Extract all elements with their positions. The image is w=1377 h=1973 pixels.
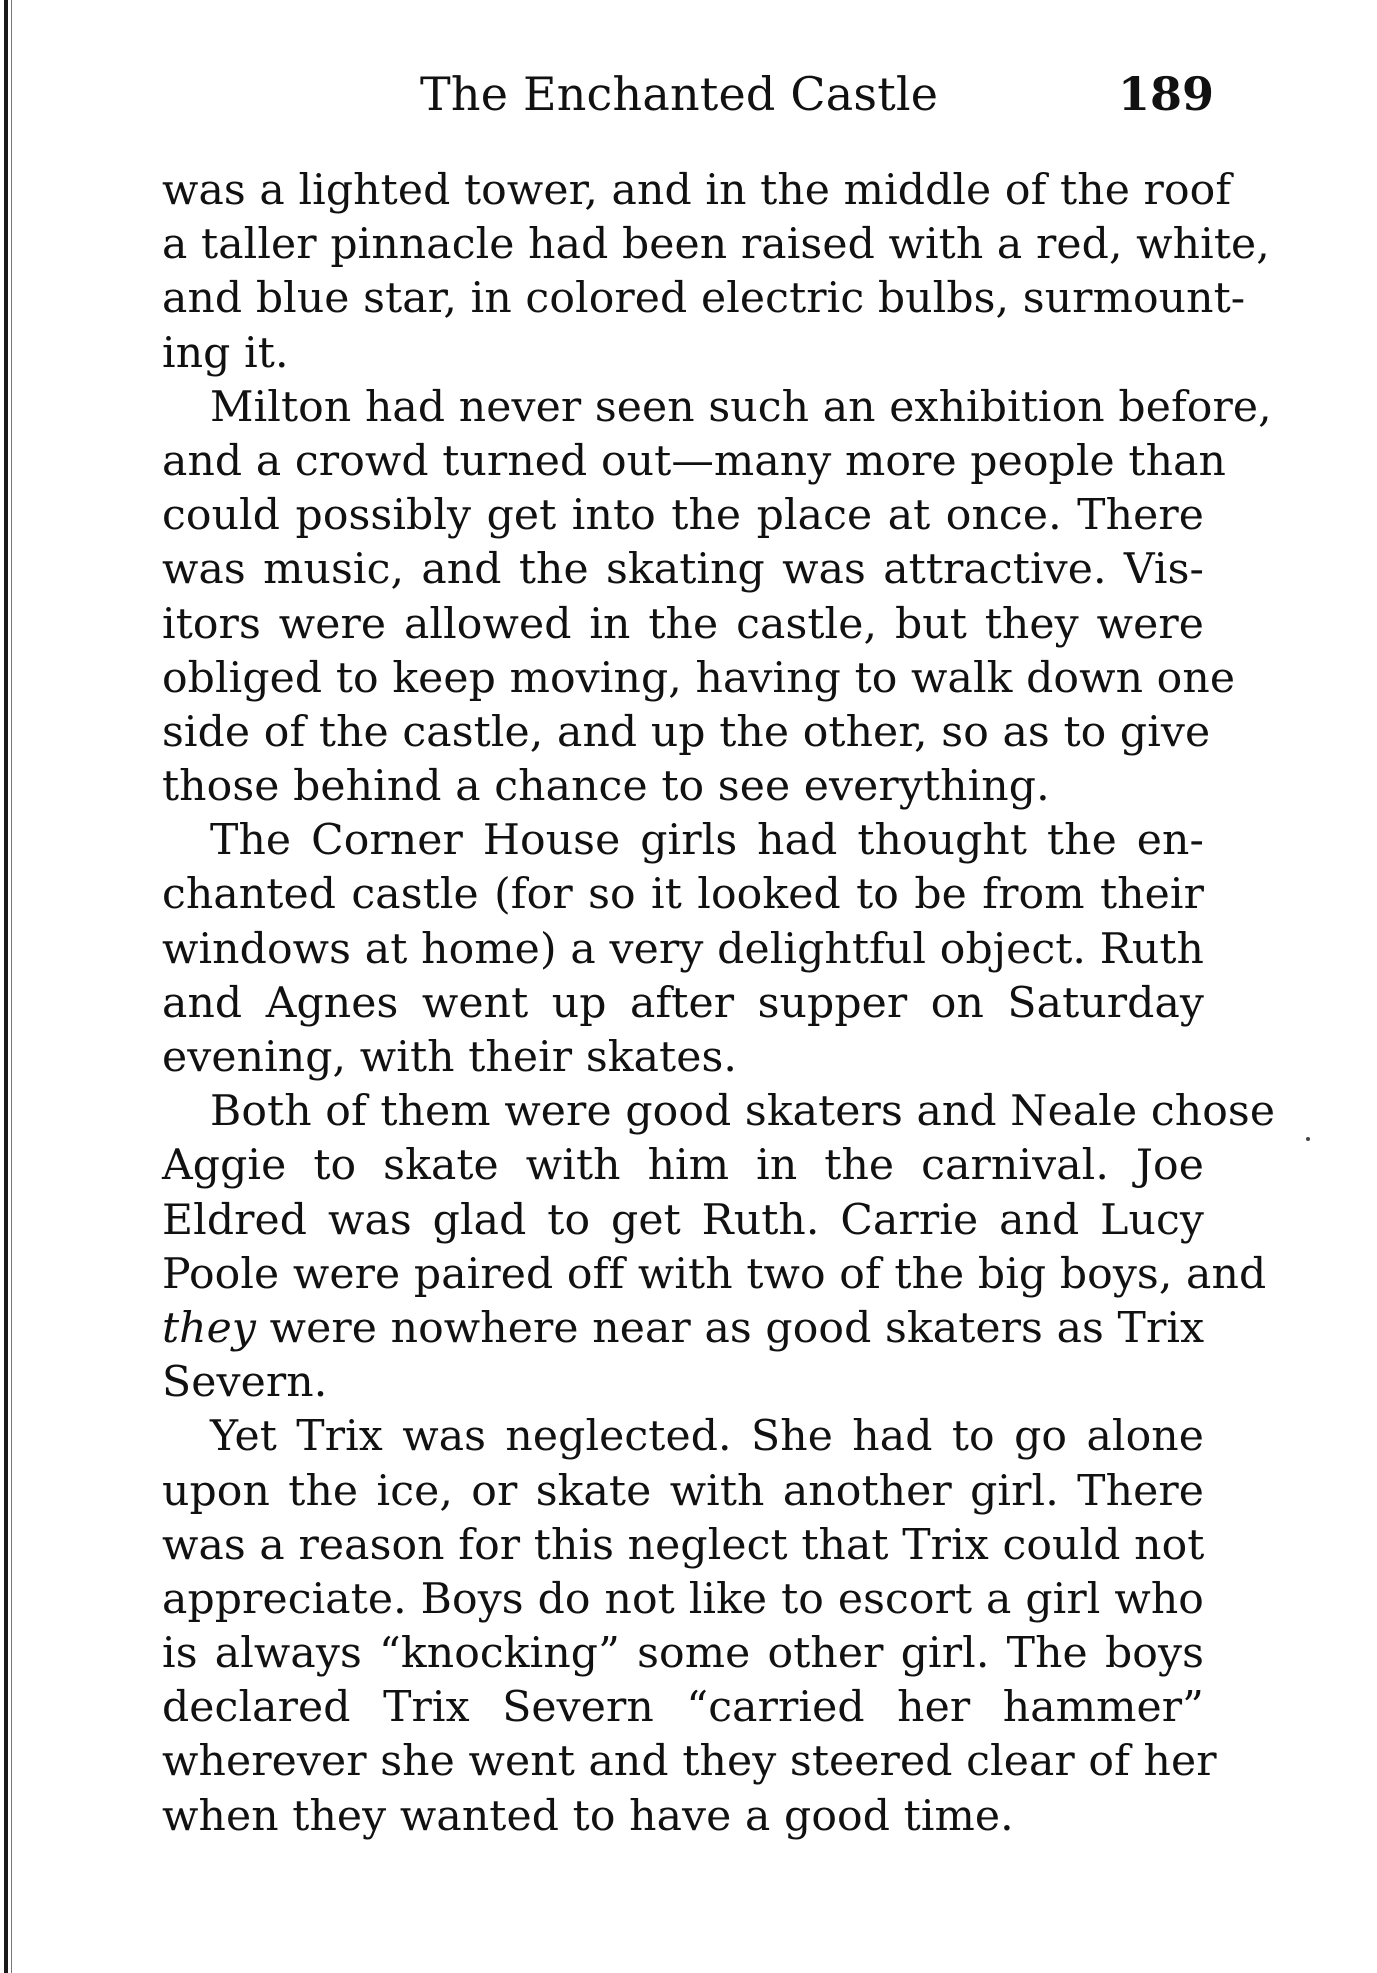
text-line: evening, with their skates. xyxy=(162,1033,737,1082)
text-line: chanted castle (for so it looked to be from their xyxy=(162,870,1204,920)
text-line: and blue star, in colored electric bulbs, surmount- xyxy=(162,274,1246,324)
paragraph-1 xyxy=(162,164,1270,381)
text-line: Milton had never seen such an exhibition before, xyxy=(210,382,1272,432)
text-line: was music, and the skating was attractive. Vis- xyxy=(162,545,1204,595)
text-line: Severn. xyxy=(162,1358,328,1408)
running-title: The Enchanted Castle xyxy=(420,67,939,121)
text-line: a taller pinnacle had been raised with a red, white, xyxy=(162,220,1270,270)
italic-word: they xyxy=(162,1303,257,1353)
text-line: windows at home) a very delightful object. Ruth xyxy=(162,924,1204,974)
paragraph-5 xyxy=(162,1410,1217,1844)
text-line-rest: were nowhere near as good skaters as Trix xyxy=(256,1303,1205,1353)
text-line: ing it. xyxy=(162,328,289,378)
text-line: The Corner House girls had thought the en- xyxy=(210,816,1204,866)
text-line: and a crowd turned out—many more people than xyxy=(162,436,1226,486)
page-number: 189 xyxy=(1118,67,1215,121)
page-edge-shadow xyxy=(11,0,12,1973)
paragraph-4 xyxy=(162,1085,1276,1410)
text-line: when they wanted to have a good time. xyxy=(162,1791,1014,1841)
page-edge-left xyxy=(4,0,8,1973)
text-line-with-italic xyxy=(162,1302,1204,1356)
text-line: wherever she went and they steered clear of her xyxy=(162,1737,1217,1787)
text-line: declared Trix Severn “carried her hammer” xyxy=(162,1683,1204,1733)
text-line: Eldred was glad to get Ruth. Carrie and Lucy xyxy=(162,1195,1204,1245)
text-line: Both of them were good skaters and Neale chose xyxy=(210,1087,1276,1137)
text-line: upon the ice, or skate with another girl. There xyxy=(162,1466,1204,1516)
text-line: those behind a chance to see everything. xyxy=(162,762,1050,812)
running-header xyxy=(0,64,1377,124)
text-line: Aggie to skate with him in the carnival. Joe xyxy=(162,1141,1204,1191)
paragraph-2 xyxy=(162,381,1272,815)
text-line: could possibly get into the place at once. There xyxy=(162,491,1204,541)
text-line: itors were allowed in the castle, but they were xyxy=(162,599,1204,649)
text-line: side of the castle, and up the other, so as to give xyxy=(162,707,1211,757)
text-line: was a reason for this neglect that Trix could not xyxy=(162,1520,1205,1570)
text-line: Poole were paired off with two of the big boys, and xyxy=(162,1249,1267,1299)
text-line: and Agnes went up after supper on Saturday xyxy=(162,978,1204,1028)
body-text xyxy=(162,164,1276,1844)
text-line: was a lighted tower, and in the middle of the roof xyxy=(162,166,1232,215)
print-speck xyxy=(1306,1137,1310,1141)
text-line: is always “knocking” some other girl. The boys xyxy=(162,1629,1204,1679)
text-line: appreciate. Boys do not like to escort a girl who xyxy=(162,1574,1204,1624)
text-line: Yet Trix was neglected. She had to go alone xyxy=(210,1412,1204,1462)
paragraph-3 xyxy=(162,814,1204,1085)
text-line: obliged to keep moving, having to walk down one xyxy=(162,653,1236,703)
